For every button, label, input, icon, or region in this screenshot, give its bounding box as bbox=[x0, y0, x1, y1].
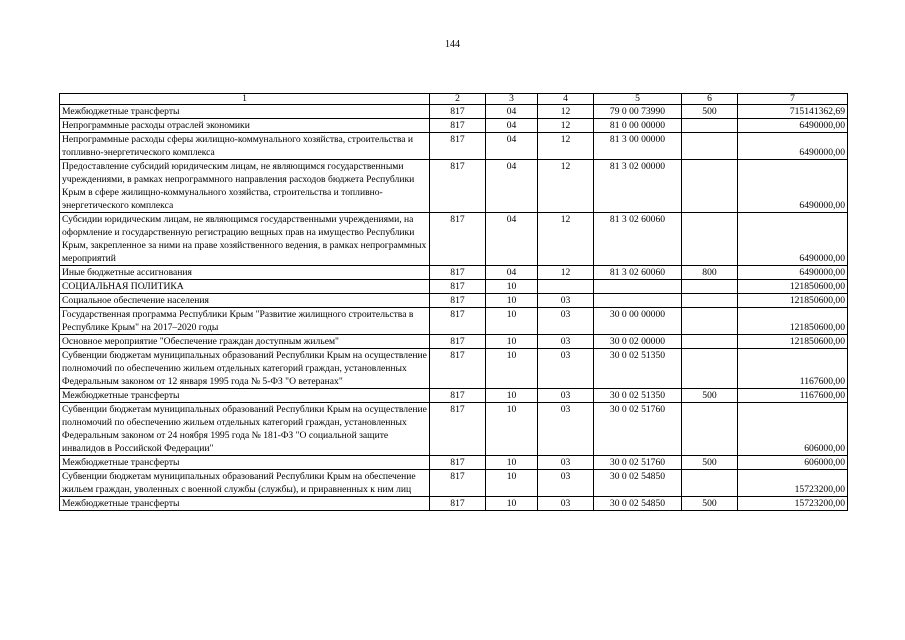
row-expense-type-cell bbox=[682, 119, 738, 133]
row-name-cell: СОЦИАЛЬНАЯ ПОЛИТИКА bbox=[60, 280, 430, 294]
table-row bbox=[60, 456, 848, 470]
row-expense-type-cell: 500 bbox=[682, 389, 738, 403]
row-subsection-cell: 03 bbox=[538, 294, 594, 308]
row-amount-cell: 15723200,00 bbox=[738, 470, 848, 497]
row-expense-type-cell bbox=[682, 133, 738, 160]
row-expense-type-cell bbox=[682, 335, 738, 349]
row-code-cell: 817 bbox=[430, 335, 486, 349]
row-subsection-cell bbox=[538, 280, 594, 294]
header-cell: 6 bbox=[682, 94, 738, 105]
header-cell: 7 bbox=[738, 94, 848, 105]
row-section-cell: 04 bbox=[486, 119, 538, 133]
row-name-cell: Непрограммные расходы отраслей экономики bbox=[60, 119, 430, 133]
row-target-article-cell: 30 0 02 00000 bbox=[594, 335, 682, 349]
row-target-article-cell: 81 3 02 60060 bbox=[594, 266, 682, 280]
row-expense-type-cell bbox=[682, 294, 738, 308]
row-code-cell: 817 bbox=[430, 133, 486, 160]
row-target-article-cell: 81 3 02 60060 bbox=[594, 213, 682, 266]
table-row bbox=[60, 105, 848, 119]
row-section-cell: 04 bbox=[486, 133, 538, 160]
row-section-cell: 10 bbox=[486, 280, 538, 294]
row-name-cell: Субсидии юридическим лицам, не являющимся государственными учреждениями, на оформление и государственную регистрацию вещных прав на имущество Республики Крым, закрепленное за ними на праве хозяйственного ведения, в рамках непрограммных мероприятий bbox=[60, 213, 430, 266]
table-row bbox=[60, 403, 848, 456]
row-section-cell: 04 bbox=[486, 266, 538, 280]
row-amount-cell: 121850600,00 bbox=[738, 294, 848, 308]
row-code-cell: 817 bbox=[430, 456, 486, 470]
table-row bbox=[60, 349, 848, 389]
table-row bbox=[60, 119, 848, 133]
row-name-cell: Межбюджетные трансферты bbox=[60, 389, 430, 403]
row-code-cell: 817 bbox=[430, 105, 486, 119]
row-target-article-cell: 81 0 00 00000 bbox=[594, 119, 682, 133]
row-code-cell: 817 bbox=[430, 403, 486, 456]
row-name-cell: Субвенции бюджетам муниципальных образований Республики Крым на обеспечение жильем граждан, уволенных с военной службы (службы), и приравненных к ним лиц bbox=[60, 470, 430, 497]
table-row bbox=[60, 497, 848, 511]
row-target-article-cell: 81 3 00 00000 bbox=[594, 133, 682, 160]
row-amount-cell: 1167600,00 bbox=[738, 349, 848, 389]
page-number: 144 bbox=[445, 39, 460, 50]
row-amount-cell: 15723200,00 bbox=[738, 497, 848, 511]
table-row bbox=[60, 308, 848, 335]
row-expense-type-cell: 500 bbox=[682, 105, 738, 119]
row-subsection-cell: 12 bbox=[538, 266, 594, 280]
table-row bbox=[60, 160, 848, 213]
table-header-row bbox=[60, 94, 848, 105]
row-subsection-cell: 03 bbox=[538, 308, 594, 335]
row-subsection-cell: 03 bbox=[538, 389, 594, 403]
row-amount-cell: 6490000,00 bbox=[738, 133, 848, 160]
row-target-article-cell: 30 0 02 51760 bbox=[594, 403, 682, 456]
row-section-cell: 10 bbox=[486, 389, 538, 403]
row-section-cell: 04 bbox=[486, 105, 538, 119]
row-target-article-cell: 30 0 00 00000 bbox=[594, 308, 682, 335]
row-amount-cell: 121850600,00 bbox=[738, 335, 848, 349]
row-subsection-cell: 03 bbox=[538, 470, 594, 497]
row-code-cell: 817 bbox=[430, 389, 486, 403]
row-amount-cell: 6490000,00 bbox=[738, 213, 848, 266]
row-expense-type-cell bbox=[682, 160, 738, 213]
row-expense-type-cell bbox=[682, 280, 738, 294]
row-subsection-cell: 12 bbox=[538, 105, 594, 119]
row-section-cell: 10 bbox=[486, 294, 538, 308]
row-subsection-cell: 12 bbox=[538, 119, 594, 133]
row-target-article-cell: 30 0 02 54850 bbox=[594, 497, 682, 511]
row-name-cell: Иные бюджетные ассигнования bbox=[60, 266, 430, 280]
row-code-cell: 817 bbox=[430, 266, 486, 280]
row-name-cell: Предоставление субсидий юридическим лицам, не являющимся государственными учреждениями, в рамках непрограммного направления расходов бюджета Республики Крым в сфере жилищно-коммунального хозяйства, строительства и топливно-энергетического комплекса bbox=[60, 160, 430, 213]
row-amount-cell: 1167600,00 bbox=[738, 389, 848, 403]
row-name-cell: Межбюджетные трансферты bbox=[60, 456, 430, 470]
row-subsection-cell: 03 bbox=[538, 456, 594, 470]
row-expense-type-cell bbox=[682, 349, 738, 389]
row-amount-cell: 6490000,00 bbox=[738, 119, 848, 133]
row-subsection-cell: 03 bbox=[538, 403, 594, 456]
row-subsection-cell: 03 bbox=[538, 497, 594, 511]
header-cell: 3 bbox=[486, 94, 538, 105]
row-target-article-cell: 30 0 02 51350 bbox=[594, 349, 682, 389]
row-target-article-cell: 81 3 02 00000 bbox=[594, 160, 682, 213]
row-expense-type-cell bbox=[682, 308, 738, 335]
row-name-cell: Социальное обеспечение населения bbox=[60, 294, 430, 308]
row-expense-type-cell: 500 bbox=[682, 497, 738, 511]
row-subsection-cell: 03 bbox=[538, 349, 594, 389]
row-amount-cell: 6490000,00 bbox=[738, 266, 848, 280]
table-row bbox=[60, 389, 848, 403]
row-code-cell: 817 bbox=[430, 294, 486, 308]
header-cell: 1 bbox=[60, 94, 430, 105]
row-code-cell: 817 bbox=[430, 119, 486, 133]
row-section-cell: 10 bbox=[486, 308, 538, 335]
table-row bbox=[60, 470, 848, 497]
row-subsection-cell: 03 bbox=[538, 335, 594, 349]
table-row bbox=[60, 280, 848, 294]
table-row bbox=[60, 335, 848, 349]
row-amount-cell: 6490000,00 bbox=[738, 160, 848, 213]
row-code-cell: 817 bbox=[430, 497, 486, 511]
row-amount-cell: 121850600,00 bbox=[738, 280, 848, 294]
row-target-article-cell: 79 0 00 73990 bbox=[594, 105, 682, 119]
table-row bbox=[60, 294, 848, 308]
row-expense-type-cell: 800 bbox=[682, 266, 738, 280]
row-section-cell: 10 bbox=[486, 335, 538, 349]
row-code-cell: 817 bbox=[430, 349, 486, 389]
row-name-cell: Межбюджетные трансферты bbox=[60, 497, 430, 511]
row-section-cell: 04 bbox=[486, 213, 538, 266]
row-section-cell: 10 bbox=[486, 470, 538, 497]
table-row bbox=[60, 133, 848, 160]
row-section-cell: 10 bbox=[486, 403, 538, 456]
row-target-article-cell bbox=[594, 294, 682, 308]
row-subsection-cell: 12 bbox=[538, 133, 594, 160]
row-name-cell: Государственная программа Республики Крым "Развитие жилищного строительства в Республике Крым" на 2017–2020 годы bbox=[60, 308, 430, 335]
row-code-cell: 817 bbox=[430, 470, 486, 497]
row-code-cell: 817 bbox=[430, 213, 486, 266]
row-target-article-cell: 30 0 02 51760 bbox=[594, 456, 682, 470]
row-amount-cell: 606000,00 bbox=[738, 403, 848, 456]
row-amount-cell: 121850600,00 bbox=[738, 308, 848, 335]
budget-table bbox=[59, 93, 848, 511]
row-expense-type-cell bbox=[682, 470, 738, 497]
row-code-cell: 817 bbox=[430, 280, 486, 294]
row-code-cell: 817 bbox=[430, 160, 486, 213]
row-section-cell: 10 bbox=[486, 497, 538, 511]
row-target-article-cell: 30 0 02 54850 bbox=[594, 470, 682, 497]
row-section-cell: 10 bbox=[486, 456, 538, 470]
row-subsection-cell: 12 bbox=[538, 160, 594, 213]
header-cell: 4 bbox=[538, 94, 594, 105]
row-name-cell: Межбюджетные трансферты bbox=[60, 105, 430, 119]
row-amount-cell: 715141362,69 bbox=[738, 105, 848, 119]
row-section-cell: 10 bbox=[486, 349, 538, 389]
row-subsection-cell: 12 bbox=[538, 213, 594, 266]
row-expense-type-cell: 500 bbox=[682, 456, 738, 470]
row-name-cell: Непрограммные расходы сферы жилищно-коммунального хозяйства, строительства и топливно-энергетического комплекса bbox=[60, 133, 430, 160]
row-target-article-cell bbox=[594, 280, 682, 294]
row-expense-type-cell bbox=[682, 403, 738, 456]
row-target-article-cell: 30 0 02 51350 bbox=[594, 389, 682, 403]
row-name-cell: Субвенции бюджетам муниципальных образований Республики Крым на осуществление полномочий по обеспечению жильем отдельных категорий граждан, установленных Федеральным законом от 24 ноября 1995 года № 181-ФЗ "О социальной защите инвалидов в Российской Федерации" bbox=[60, 403, 430, 456]
header-cell: 5 bbox=[594, 94, 682, 105]
table-row bbox=[60, 213, 848, 266]
row-name-cell: Основное мероприятие "Обеспечение граждан доступным жильем" bbox=[60, 335, 430, 349]
row-expense-type-cell bbox=[682, 213, 738, 266]
row-name-cell: Субвенции бюджетам муниципальных образований Республики Крым на осуществление полномочий по обеспечению жильем отдельных категорий граждан, установленных Федеральным законом от 12 января 1995 года № 5-ФЗ "О ветеранах" bbox=[60, 349, 430, 389]
row-amount-cell: 606000,00 bbox=[738, 456, 848, 470]
header-cell: 2 bbox=[430, 94, 486, 105]
row-section-cell: 04 bbox=[486, 160, 538, 213]
table-row bbox=[60, 266, 848, 280]
row-code-cell: 817 bbox=[430, 308, 486, 335]
